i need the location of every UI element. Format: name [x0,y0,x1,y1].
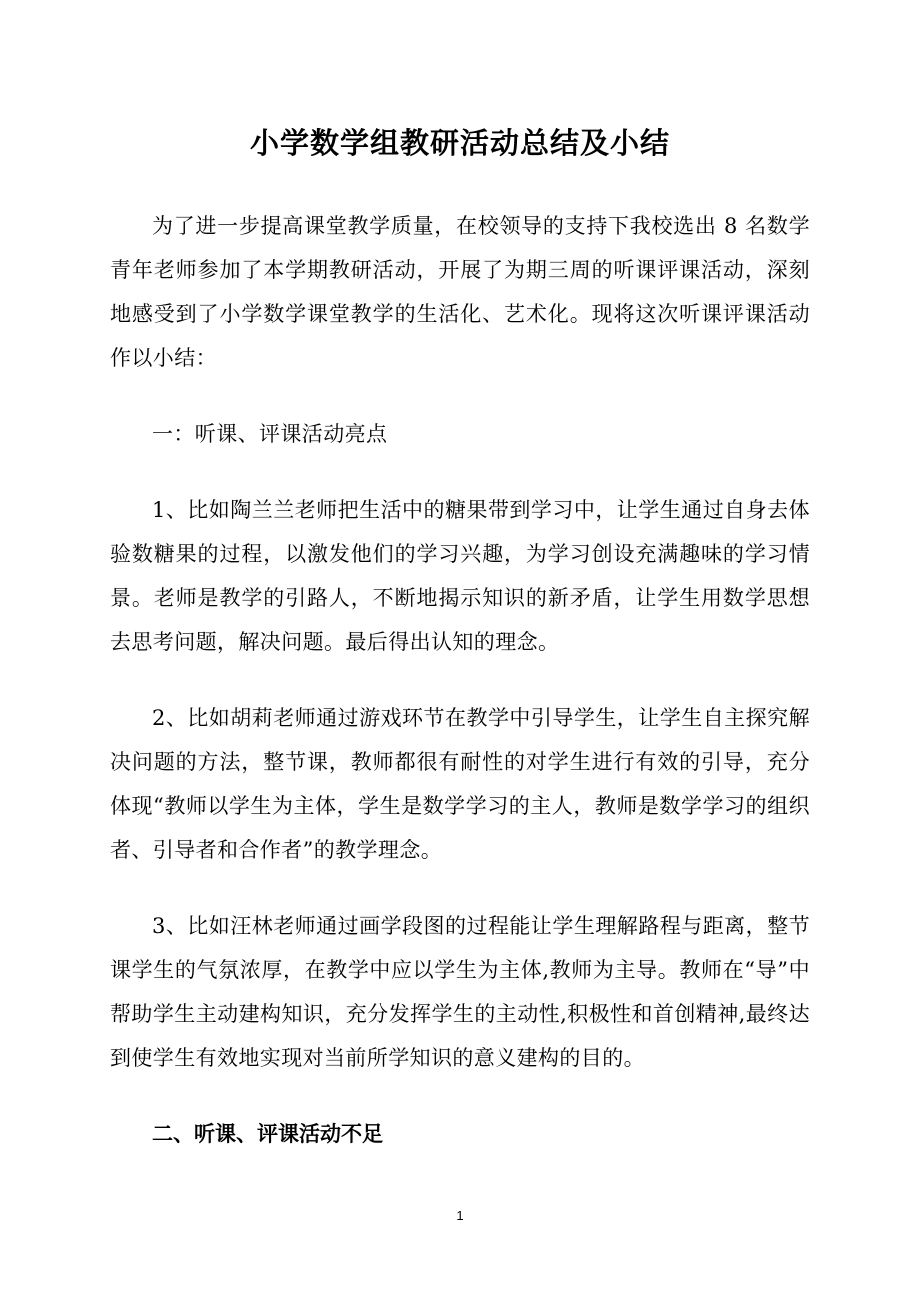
page-number: 1 [456,1208,464,1223]
section-one-heading: 一：听课、评课活动亮点 [152,422,388,446]
highlight-paragraph-1: 1、比如陶兰兰老师把生活中的糖果带到学习中，让学生通过自身去体验数糖果的过程，以激发他们的学习兴趣，为学习创设充满趣味的学习情景。老师是教学的引路人，不断地揭示知识的新矛盾，让学生用数学思想去思考问题，解决问题。最后得出认知的理念。 [110,498,810,654]
section-two-heading: 二、听课、评课活动不足 [152,1122,383,1146]
document-title: 小学数学组教研活动总结及小结 [249,126,670,160]
highlight-paragraph-3: 3、比如汪林老师通过画学段图的过程能让学生理解路程与距离，整节课学生的气氛浓厚，在教学中应以学生为主体,教师为主导。教师在“导”中帮助学生主动建构知识，充分发挥学生的主动性,积极性和首创精神,最终达到使学生有效地实现对当前所学知识的意义建构的目的。 [110,914,810,1070]
document-body [110,204,810,1156]
highlight-paragraph-2: 2、比如胡莉老师通过游戏环节在教学中引导学生，让学生自主探究解决问题的方法，整节课，教师都很有耐性的对学生进行有效的引导，充分体现“教师以学生为主体，学生是数学学习的主人，教师是数学学习的组织者、引导者和合作者”的教学理念。 [110,706,810,862]
intro-paragraph: 为了进一步提高课堂教学质量，在校领导的支持下我校选出 8 名数学青年老师参加了本学期教研活动，开展了为期三周的听课评课活动，深刻地感受到了小学数学课堂教学的生活化、艺术化。现将这次听课评课活动作以小结： [110,214,810,370]
